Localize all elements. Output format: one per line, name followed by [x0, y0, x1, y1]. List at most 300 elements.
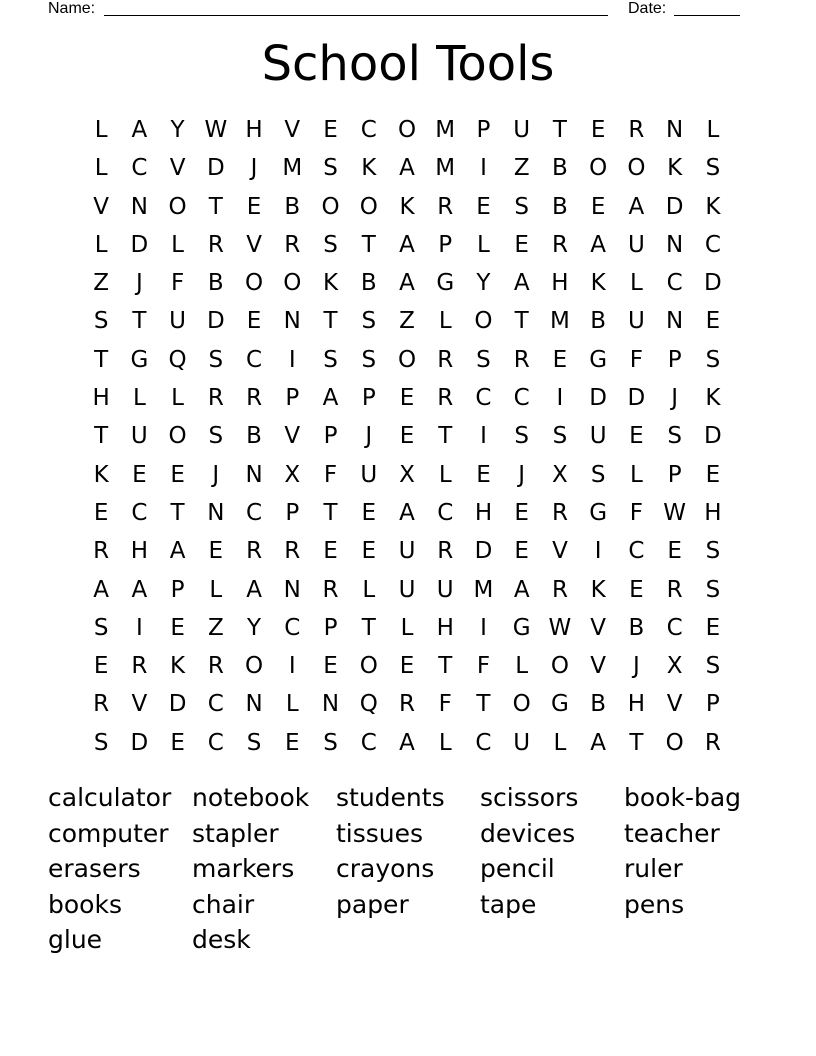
grid-letter: R [284, 231, 301, 258]
grid-letter: B [360, 270, 377, 297]
grid-letter: U [360, 461, 378, 488]
grid-letter: D [589, 385, 608, 412]
grid-letter: J [671, 385, 679, 412]
grid-row [82, 532, 732, 570]
grid-letter: E [590, 193, 606, 220]
grid-letter: O [397, 346, 417, 373]
grid-letter: L [94, 231, 108, 258]
word-list-item: desk [192, 925, 251, 954]
grid-letter: V [552, 538, 568, 565]
grid-letter: E [93, 499, 109, 526]
grid-letter: E [323, 653, 338, 680]
name-field[interactable] [104, 15, 608, 16]
word-list-item: paper [336, 889, 409, 919]
word-list-item: ruler [624, 854, 683, 883]
grid-letter: S [323, 346, 338, 373]
word-list-item: crayons [336, 854, 435, 883]
grid-letter: C [475, 385, 492, 412]
grid-letter: E [552, 346, 568, 373]
grid-letter: A [513, 270, 530, 297]
grid-letter: R [284, 538, 301, 565]
grid-letter: A [131, 576, 148, 603]
grid-letter: S [590, 461, 606, 488]
grid-letter: S [208, 346, 224, 373]
grid-letter: B [246, 423, 262, 450]
grid-letter: E [514, 231, 529, 258]
grid-letter: S [323, 729, 338, 756]
grid-letter: O [474, 308, 493, 335]
grid-letter: D [474, 538, 493, 565]
grid-row [82, 417, 732, 455]
grid-letter: L [132, 385, 146, 412]
grid-letter: C [131, 499, 148, 526]
word-list-item: markers [192, 854, 295, 883]
grid-letter: A [131, 117, 148, 143]
grid-letter: T [132, 308, 147, 335]
word-list-item: teacher [624, 818, 720, 848]
grid-letter: C [360, 729, 377, 756]
grid-letter: N [666, 231, 684, 258]
grid-letter: R [93, 691, 110, 718]
grid-letter: E [705, 614, 721, 641]
grid-letter: R [666, 576, 683, 603]
grid-letter: H [245, 117, 263, 143]
grid-letter: D [627, 385, 646, 412]
grid-letter: C [513, 385, 530, 412]
grid-letter: E [629, 576, 644, 603]
grid-letter: Q [168, 346, 187, 373]
grid-letter: I [480, 423, 487, 450]
grid-letter: T [476, 691, 491, 718]
grid-letter: Z [513, 155, 530, 182]
grid-letter: E [170, 461, 185, 488]
grid-letter: O [245, 653, 264, 680]
grid-letter: A [169, 538, 186, 565]
grid-letter: B [552, 155, 568, 182]
grid-letter: L [171, 385, 184, 412]
grid-letter: N [283, 576, 301, 603]
grid-letter: R [437, 346, 454, 373]
grid-letter: D [130, 231, 149, 258]
grid-row [82, 226, 732, 264]
grid-row [82, 111, 732, 149]
grid-letter: H [704, 499, 722, 526]
grid-letter: A [590, 231, 607, 258]
grid-letter: G [130, 346, 149, 373]
word-list-row [48, 780, 768, 816]
grid-letter: F [438, 691, 452, 718]
grid-letter: G [512, 614, 531, 641]
grid-letter: S [93, 729, 109, 756]
grid-letter: S [323, 231, 338, 258]
grid-letter: C [246, 346, 263, 373]
grid-letter: U [627, 231, 645, 258]
grid-letter: X [284, 461, 301, 488]
grid-row [82, 188, 732, 226]
grid-letter: U [513, 117, 531, 143]
grid-letter: P [285, 385, 300, 412]
grid-letter: D [704, 270, 722, 297]
grid-letter: H [551, 270, 569, 297]
grid-letter: B [590, 308, 607, 335]
grid-letter: L [515, 653, 529, 680]
grid-letter: C [246, 499, 263, 526]
grid-letter: P [705, 691, 720, 718]
grid-letter: E [361, 538, 377, 565]
name-label: Name: [48, 0, 96, 17]
grid-letter: R [207, 385, 224, 412]
grid-letter: C [704, 231, 721, 258]
grid-letter: S [705, 346, 721, 373]
grid-letter: U [398, 576, 416, 603]
word-list-item: glue [48, 925, 103, 954]
grid-letter: J [365, 423, 373, 450]
word-list-row [48, 851, 768, 887]
word-list-item: pencil [480, 854, 555, 883]
grid-letter: X [552, 461, 568, 488]
grid-letter: R [513, 346, 530, 373]
grid-letter: P [667, 461, 682, 488]
grid-letter: C [284, 614, 301, 641]
grid-letter: F [323, 461, 338, 488]
grid-letter: M [435, 155, 456, 182]
grid-letter: A [246, 576, 262, 603]
grid-letter: K [170, 653, 186, 680]
grid-letter: L [438, 461, 452, 488]
grid-letter: L [438, 729, 452, 756]
grid-letter: C [437, 499, 454, 526]
grid-letter: U [169, 308, 186, 335]
grid-letter: T [514, 308, 529, 335]
grid-letter: P [438, 231, 453, 258]
grid-letter: S [667, 423, 682, 450]
grid-letter: E [629, 423, 644, 450]
grid-letter: R [551, 499, 568, 526]
grid-letter: R [207, 653, 224, 680]
grid-letter: U [513, 729, 531, 756]
grid-row [82, 571, 732, 609]
grid-letter: K [93, 461, 109, 488]
grid-letter: V [131, 691, 148, 718]
grid-letter: V [590, 614, 607, 641]
word-list-row [48, 816, 768, 852]
grid-row [82, 647, 732, 685]
grid-letter: S [361, 308, 377, 335]
grid-letter: N [666, 308, 684, 335]
grid-letter: Q [359, 691, 378, 718]
grid-letter: Z [399, 308, 415, 335]
grid-letter: E [705, 461, 721, 488]
grid-letter: D [704, 423, 722, 450]
grid-letter: T [438, 423, 453, 450]
grid-letter: U [627, 308, 645, 335]
grid-letter: J [250, 155, 258, 182]
grid-letter: I [288, 653, 296, 680]
grid-letter: K [590, 270, 606, 297]
grid-letter: H [436, 614, 454, 641]
grid-letter: I [288, 346, 296, 373]
grid-letter: V [590, 653, 607, 680]
grid-letter: U [130, 423, 148, 450]
grid-letter: S [705, 538, 721, 565]
grid-letter: C [666, 270, 683, 297]
grid-letter: C [628, 538, 645, 565]
grid-letter: P [323, 423, 338, 450]
grid-letter: W [663, 499, 686, 526]
grid-letter: E [93, 653, 109, 680]
grid-letter: E [514, 499, 529, 526]
word-list-item: erasers [48, 854, 141, 883]
grid-letter: L [94, 155, 108, 182]
grid-letter: P [476, 117, 491, 143]
grid-letter: B [590, 691, 607, 718]
grid-letter: E [246, 193, 262, 220]
grid-letter: E [705, 308, 721, 335]
grid-letter: I [480, 614, 487, 641]
grid-letter: S [514, 193, 529, 220]
grid-letter: N [245, 461, 263, 488]
grid-letter: A [399, 155, 415, 182]
grid-letter: E [361, 499, 377, 526]
grid-letter: J [518, 461, 526, 488]
grid-letter: R [93, 538, 110, 565]
grid-row [82, 494, 732, 532]
grid-letter: R [551, 576, 568, 603]
grid-letter: O [550, 653, 569, 680]
grid-letter: O [512, 691, 531, 718]
grid-letter: A [513, 576, 530, 603]
grid-letter: D [168, 691, 187, 718]
grid-row [82, 456, 732, 494]
grid-letter: W [204, 117, 228, 143]
word-list-row [48, 887, 768, 923]
grid-letter: U [398, 538, 416, 565]
grid-letter: K [705, 385, 721, 412]
grid-letter: E [590, 117, 606, 143]
grid-letter: O [359, 193, 378, 220]
grid-letter: S [705, 576, 721, 603]
word-list-item: chair [192, 889, 255, 919]
grid-letter: E [323, 117, 338, 143]
grid-letter: N [321, 691, 340, 718]
grid-letter: K [705, 193, 721, 220]
grid-letter: M [435, 117, 456, 143]
word-list-item: tissues [336, 818, 424, 848]
word-list-item: calculator [48, 783, 172, 812]
grid-letter: A [399, 499, 415, 526]
grid-letter: I [556, 385, 564, 412]
grid-letter: T [170, 499, 185, 526]
grid-letter: G [436, 270, 455, 297]
grid-letter: R [628, 117, 645, 143]
grid-letter: O [168, 193, 187, 220]
grid-letter: O [665, 729, 684, 756]
grid-letter: N [130, 193, 148, 220]
grid-letter: S [552, 423, 568, 450]
grid-letter: L [285, 691, 299, 718]
grid-row [82, 341, 732, 379]
grid-letter: V [284, 423, 301, 450]
grid-letter: G [551, 691, 569, 718]
word-list-item: stapler [192, 818, 279, 848]
grid-letter: O [627, 155, 646, 182]
grid-letter: A [399, 729, 415, 756]
grid-letter: Z [93, 270, 109, 297]
grid-letter: F [476, 653, 491, 680]
grid-letter: T [94, 423, 109, 450]
grid-letter: A [399, 270, 415, 297]
word-list-row [48, 922, 768, 958]
grid-row [82, 264, 732, 302]
grid-letter: Y [247, 614, 262, 641]
grid-letter: C [131, 155, 148, 182]
grid-letter: K [399, 193, 415, 220]
grid-row [82, 302, 732, 340]
grid-letter: R [322, 576, 339, 603]
grid-letter: S [705, 653, 721, 680]
grid-letter: L [400, 614, 414, 641]
grid-letter: O [397, 117, 417, 143]
word-list-item: scissors [480, 783, 579, 812]
grid-row [82, 149, 732, 187]
grid-letter: X [666, 653, 683, 680]
grid-letter: K [590, 576, 606, 603]
grid-letter: C [475, 729, 492, 756]
grid-letter: T [208, 193, 223, 220]
grid-letter: E [246, 308, 262, 335]
grid-letter: M [473, 576, 494, 603]
grid-letter: R [704, 729, 721, 756]
grid-letter: N [283, 308, 301, 335]
grid-letter: E [323, 538, 338, 565]
grid-letter: L [477, 231, 490, 258]
grid-letter: F [629, 499, 644, 526]
grid-letter: T [323, 308, 338, 335]
grid-row [82, 685, 732, 723]
grid-letter: R [437, 193, 454, 220]
grid-letter: R [131, 653, 148, 680]
grid-letter: L [629, 270, 643, 297]
grid-letter: P [285, 499, 300, 526]
grid-letter: E [476, 193, 491, 220]
grid-letter: J [212, 461, 220, 488]
grid-letter: M [282, 155, 303, 182]
grid-row [82, 609, 732, 647]
grid-letter: Y [476, 270, 491, 297]
grid-letter: R [437, 385, 454, 412]
grid-letter: H [92, 385, 110, 412]
grid-letter: E [399, 653, 415, 680]
grid-letter: F [170, 270, 185, 297]
grid-letter: H [130, 538, 148, 565]
grid-letter: B [628, 614, 645, 641]
grid-letter: V [93, 193, 109, 220]
grid-letter: S [476, 346, 491, 373]
grid-letter: E [285, 729, 300, 756]
grid-letter: U [589, 423, 607, 450]
grid-letter: B [284, 193, 301, 220]
grid-letter: S [361, 346, 377, 373]
grid-letter: T [438, 653, 453, 680]
grid-letter: L [438, 308, 452, 335]
grid-letter: T [552, 117, 567, 143]
grid-letter: S [514, 423, 529, 450]
grid-letter: K [322, 270, 339, 297]
grid-letter: O [589, 155, 608, 182]
grid-letter: D [206, 155, 225, 182]
grid-letter: V [246, 231, 262, 258]
grid-letter: S [323, 155, 338, 182]
page-title: School Tools [261, 36, 555, 92]
date-label: Date: [628, 0, 667, 17]
grid-letter: T [629, 729, 644, 756]
header-line [48, 0, 748, 20]
grid-letter: Y [170, 117, 185, 143]
grid-letter: E [399, 423, 415, 450]
word-list-item: tape [480, 889, 537, 919]
grid-letter: O [283, 270, 302, 297]
grid-letter: H [627, 691, 646, 718]
grid-letter: X [399, 461, 415, 488]
grid-letter: N [245, 691, 263, 718]
grid-letter: U [436, 576, 454, 603]
grid-letter: V [284, 117, 301, 143]
grid-letter: T [361, 614, 376, 641]
word-list-item: devices [480, 818, 576, 848]
grid-letter: S [208, 423, 224, 450]
grid-letter: L [629, 461, 643, 488]
grid-letter: S [93, 308, 109, 335]
word-list-item: pens [624, 889, 685, 919]
grid-letter: R [551, 231, 568, 258]
grid-letter: S [93, 614, 109, 641]
grid-letter: E [514, 538, 529, 565]
letter-grid [82, 111, 732, 762]
grid-letter: N [207, 499, 225, 526]
grid-letter: C [666, 614, 683, 641]
grid-letter: K [361, 155, 377, 182]
grid-letter: S [705, 155, 721, 182]
grid-letter: E [399, 385, 415, 412]
grid-letter: B [207, 270, 224, 297]
grid-letter: V [169, 155, 186, 182]
grid-letter: T [361, 231, 376, 258]
grid-letter: D [130, 729, 149, 756]
grid-letter: P [323, 614, 338, 641]
grid-letter: O [245, 270, 264, 297]
grid-letter: A [322, 385, 339, 412]
grid-letter: V [666, 691, 683, 718]
date-field[interactable] [674, 15, 740, 16]
word-list-item: book-bag [624, 783, 742, 812]
grid-letter: I [480, 155, 487, 182]
grid-letter: P [667, 346, 682, 373]
word-list-item: notebook [192, 783, 310, 812]
grid-letter: Z [207, 614, 224, 641]
grid-letter: R [207, 231, 224, 258]
word-list-item: books [48, 889, 122, 919]
grid-letter: E [208, 538, 224, 565]
grid-letter: P [170, 576, 185, 603]
grid-letter: A [628, 193, 645, 220]
grid-letter: K [667, 155, 683, 182]
grid-letter: A [399, 231, 415, 258]
grid-letter: L [171, 231, 184, 258]
grid-letter: W [548, 614, 572, 641]
grid-letter: C [207, 729, 224, 756]
grid-letter: B [552, 193, 568, 220]
grid-letter: F [629, 346, 644, 373]
